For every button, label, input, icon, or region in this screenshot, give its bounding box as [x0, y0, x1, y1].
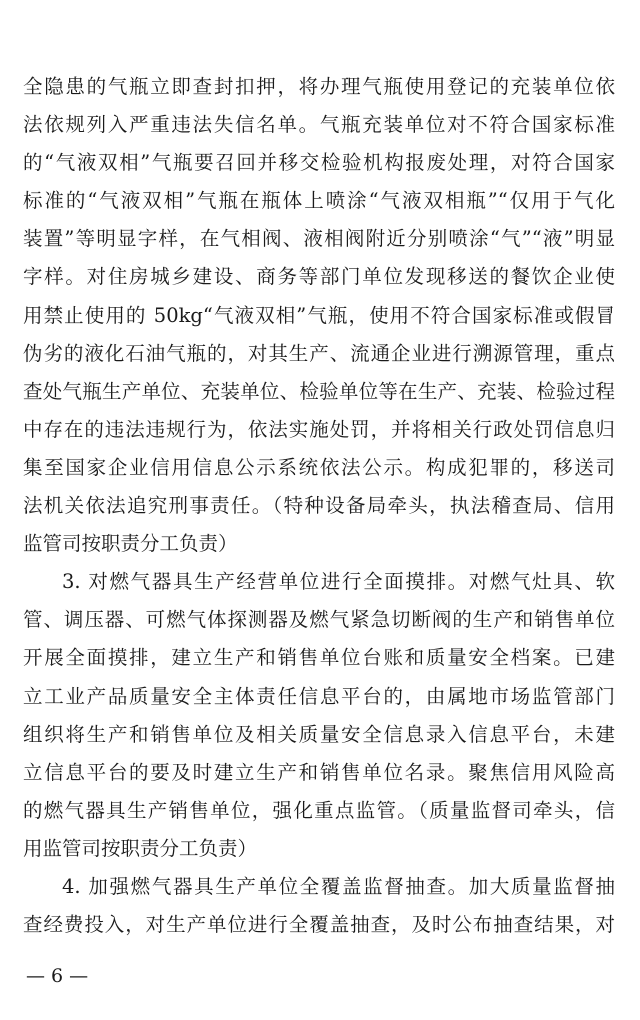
text-line: 集至国家企业信用信息公示系统依法公示。构成犯罪的，移送司: [23, 455, 615, 479]
text-line: 法依规列入严重违法失信名单。气瓶充装单位对不符合国家标准: [23, 113, 615, 137]
page-number: — 6 —: [26, 965, 89, 987]
text-line: 标准的“气液双相”气瓶在瓶体上喷涂“气液双相瓶”“仅用于气化: [23, 189, 615, 213]
text-line: 立信息平台的要及时建立生产和销售单位名录。聚焦信用风险高: [23, 760, 615, 784]
text-line: 查经费投入，对生产单位进行全覆盖抽查，及时公布抽查结果，对: [23, 913, 615, 937]
text-line: 组织将生产和销售单位及相关质量安全信息录入信息平台，未建: [23, 722, 615, 746]
text-line: 立工业产品质量安全主体责任信息平台的，由属地市场监管部门: [23, 684, 615, 708]
body-text: [23, 68, 615, 944]
paragraph-start-line: 4. 加强燃气器具生产单位全覆盖监督抽查。加大质量监督抽: [62, 874, 615, 898]
text-line: 全隐患的气瓶立即查封扣押，将办理气瓶使用登记的充装单位依: [23, 75, 615, 98]
text-line: 用监管司按职责分工负责）: [23, 836, 258, 860]
text-line: 的燃气器具生产销售单位，强化重点监管。（质量监督司牵头，信: [23, 798, 615, 822]
text-line: 装置”等明显字样，在气相阀、液相阀附近分别喷涂“气”“液”明显: [23, 227, 615, 251]
text-line: 法机关依法追究刑事责任。（特种设备局牵头，执法稽查局、信用: [23, 494, 615, 518]
text-line: 查处气瓶生产单位、充装单位、检验单位等在生产、充装、检验过程: [23, 379, 615, 403]
text-line: 伪劣的液化石油气瓶的，对其生产、流通企业进行溯源管理，重点: [23, 341, 615, 365]
text-line: 开展全面摸排，建立生产和销售单位台账和质量安全档案。已建: [23, 646, 615, 670]
text-line: 监管司按职责分工负责）: [23, 532, 238, 556]
text-line: 中存在的违法违规行为，依法实施处罚，并将相关行政处罚信息归: [23, 417, 615, 441]
text-line: 管、调压器、可燃气体探测器及燃气紧急切断阀的生产和销售单位: [23, 608, 615, 632]
text-line: 字样。对住房城乡建设、商务等部门单位发现移送的餐饮企业使: [23, 265, 615, 289]
text-line: 用禁止使用的 50kg“气液双相”气瓶，使用不符合国家标准或假冒: [23, 303, 615, 327]
paragraph-start-line: 3. 对燃气器具生产经营单位进行全面摸排。对燃气灶具、软: [62, 570, 615, 594]
text-line: 的“气液双相”气瓶要召回并移交检验机构报废处理，对符合国家: [23, 151, 615, 175]
